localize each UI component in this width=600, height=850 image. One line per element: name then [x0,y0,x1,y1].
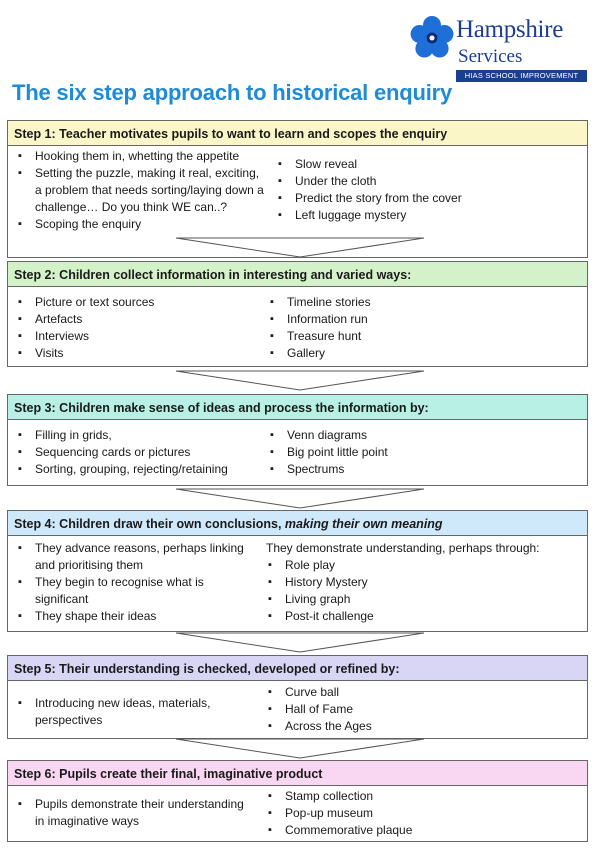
step-4-heading-text: Children draw their own conclusions, [59,517,282,531]
list-item: ▪ Hall of Fame [266,701,566,718]
list-item: ▪ Artefacts [16,311,266,328]
step-1-heading [7,120,588,146]
down-arrow-icon [170,236,430,258]
step-5-label: Step 5: [14,662,56,676]
step-6-label: Step 6: [14,767,56,781]
list-item: ▪ Pupils demonstrate their understanding in imaginative ways [16,796,256,830]
step-4-label: Step 4: [14,517,56,531]
step-3 [7,394,588,486]
list-item: ▪ They begin to recognise what is significant [16,574,256,608]
down-arrow-icon [170,631,430,653]
list-item: ▪ Under the cloth [276,173,576,190]
list-item: ▪ Scoping the enquiry [16,216,266,233]
step-4-left-column [16,540,256,625]
step-6-heading [7,760,588,786]
step-3-left-column [16,427,266,478]
list-item: ▪ Introducing new ideas, materials, perspectives [16,695,256,729]
list-item: ▪ Slow reveal [276,156,576,173]
step-6-heading-text: Pupils create their final, imaginative product [59,767,323,781]
step-2-left-column [16,294,266,362]
list-item: ▪ Visits [16,345,266,362]
list-item: ▪ Setting the puzzle, making it real, exciting, a problem that needs sorting/laying down a challenge… Do you think WE can..? [16,165,266,216]
step-4-right-column [266,540,582,625]
list-item: ▪ Big point little point [268,444,568,461]
step-6 [7,760,588,842]
down-arrow-icon [170,487,430,509]
step-1-label: Step 1: [14,127,56,141]
step-3-body [7,420,588,486]
list-item: ▪ Commemorative plaque [266,822,566,839]
list-item: ▪ Sorting, grouping, rejecting/retaining [16,461,266,478]
list-item: ▪ Sequencing cards or pictures [16,444,266,461]
list-item: ▪ Curve ball [266,684,566,701]
list-item: ▪ Spectrums [268,461,568,478]
page-title: The six step approach to historical enquiry [12,80,453,105]
list-item: ▪ Post-it challenge [266,608,582,625]
list-item: ▪ Predict the story from the cover [276,190,576,207]
step-4 [7,510,588,632]
step-2 [7,261,588,367]
list-item: ▪ Stamp collection [266,788,566,805]
step-5-right-column [266,684,566,735]
step-6-right-column [266,788,566,839]
list-item: ▪ Living graph [266,591,582,608]
list-item: ▪ Treasure hunt [268,328,568,345]
list-item: ▪ Left luggage mystery [276,207,576,224]
list-item: ▪ History Mystery [266,574,582,591]
step-2-heading [7,261,588,287]
step-3-heading-text: Children make sense of ideas and process the information by: [59,401,429,415]
step-6-left-column [16,796,256,830]
list-item: ▪ Pop-up museum [266,805,566,822]
step-2-right-column [268,294,568,362]
step-2-body [7,287,588,367]
step-5-body [7,681,588,739]
step-5-left-column [16,695,256,729]
list-item: ▪ Picture or text sources [16,294,266,311]
list-item: ▪ They shape their ideas [16,608,256,625]
list-item: ▪ Interviews [16,328,266,345]
logo-strapline: HIAS SCHOOL IMPROVEMENT [456,70,587,82]
down-arrow-icon [170,369,430,391]
down-arrow-icon [170,737,430,759]
list-item: ▪ Venn diagrams [268,427,568,444]
list-item: ▪ Gallery [268,345,568,362]
step-6-body [7,786,588,842]
step-3-heading [7,394,588,420]
hampshire-logo [408,12,588,78]
step-4-body [7,536,588,632]
step-3-label: Step 3: [14,401,56,415]
step-4-right-intro: They demonstrate understanding, perhaps through: [266,541,540,555]
list-item: ▪ Filling in grids, [16,427,266,444]
list-item: ▪ Across the Ages [266,718,566,735]
step-2-heading-text: Children collect information in interesting and varied ways: [59,268,412,282]
step-4-heading [7,510,588,536]
step-1-left-column [16,148,266,233]
flower-logo-icon [408,14,456,62]
step-4-heading-emphasis: making their own meaning [284,517,443,531]
list-item: ▪ Information run [268,311,568,328]
list-item: ▪ Hooking them in, whetting the appetite [16,148,266,165]
logo-subtitle: Services [458,46,523,67]
step-5-heading-text: Their understanding is checked, developed or refined by: [59,662,400,676]
list-item: ▪ Role play [266,557,582,574]
step-3-right-column [268,427,568,478]
step-5-heading [7,655,588,681]
step-5 [7,655,588,739]
logo-name: Hampshire [456,16,563,43]
list-item: ▪ They advance reasons, perhaps linking and prioritising them [16,540,256,574]
step-1-right-column [276,156,576,224]
step-2-label: Step 2: [14,268,56,282]
list-item: ▪ Timeline stories [268,294,568,311]
step-1-heading-text: Teacher motivates pupils to want to learn and scopes the enquiry [59,127,448,141]
